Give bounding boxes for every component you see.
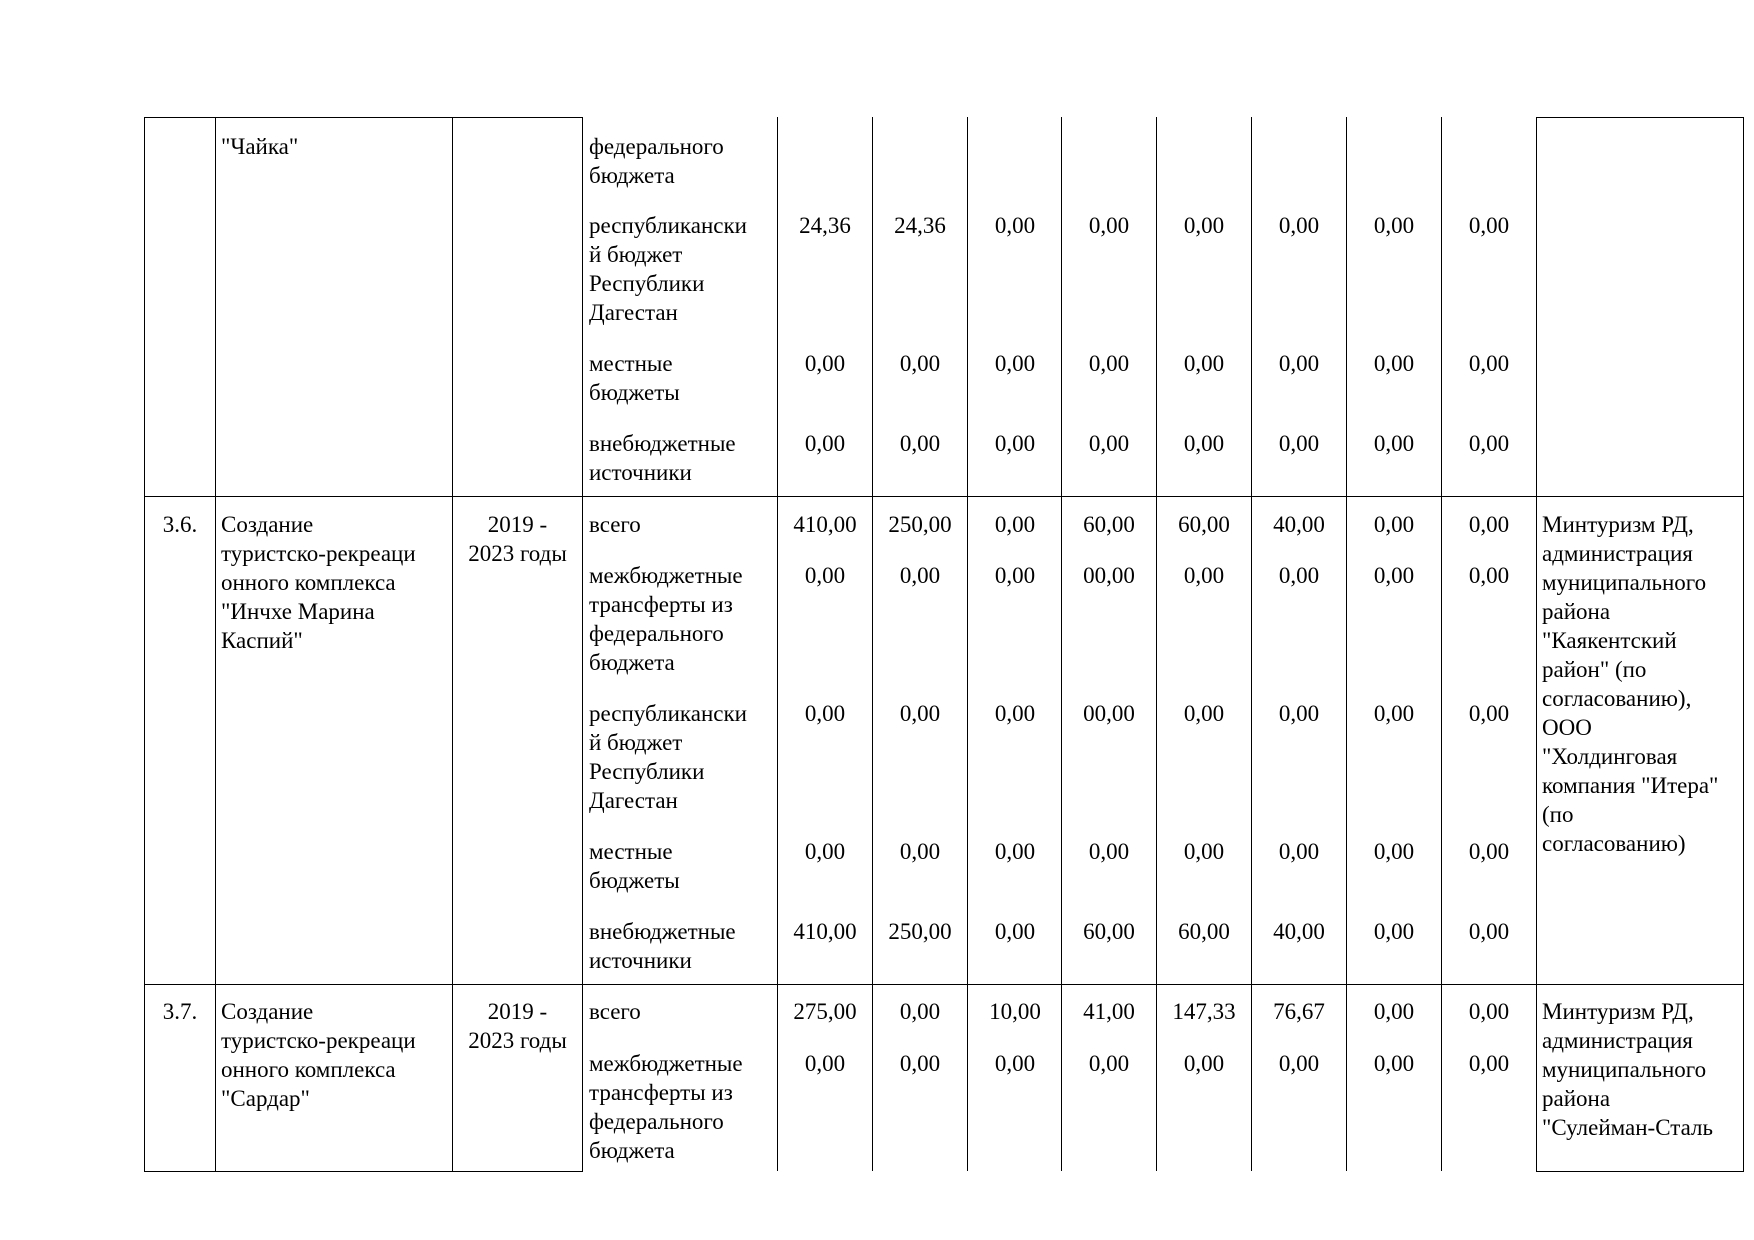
value-cell: 0,00 [1088,351,1130,376]
value-cell: 0,00 [1468,839,1510,864]
value-cell: 0,00 [1468,213,1510,238]
value-cell: 60,00 [1178,919,1230,944]
col-divider-v3 [967,117,968,1171]
row-border-3-6 [144,496,1744,497]
value-cell: 0,00 [804,701,846,726]
value-cell: 0,00 [804,839,846,864]
value-cell: 0,00 [1278,563,1320,588]
value-cell: 0,00 [1278,701,1320,726]
table-border-right [1743,117,1744,1171]
value-cell: 0,00 [994,919,1036,944]
value-cell: 00,00 [1083,563,1135,588]
row-border-bottom-right [1536,1171,1744,1172]
row-index: 3.6. [162,512,198,537]
value-cell: 60,00 [1083,919,1135,944]
funding-source-label: всего [589,999,641,1024]
value-cell: 60,00 [1178,512,1230,537]
funding-source-label: внебюджетные источники [589,919,736,973]
row-border-bottom-left [144,1171,583,1172]
value-cell: 0,00 [899,701,941,726]
value-cell: 10,00 [989,999,1041,1024]
funding-source-label: всего [589,512,641,537]
value-cell: 0,00 [994,213,1036,238]
col-divider-v8 [1441,117,1442,1171]
value-cell: 0,00 [1183,351,1225,376]
row-border-3-7 [144,984,1744,985]
value-cell: 0,00 [1468,431,1510,456]
col-divider-source [582,117,583,1171]
value-cell: 0,00 [804,1051,846,1076]
value-cell: 40,00 [1273,919,1325,944]
col-divider-name [215,117,216,1171]
value-cell: 0,00 [994,1051,1036,1076]
funding-source-label: федерального бюджета [589,134,724,188]
value-cell: 0,00 [804,351,846,376]
funding-source-label: внебюджетные источники [589,431,736,485]
value-cell: 0,00 [994,512,1036,537]
value-cell: 0,00 [1183,839,1225,864]
value-cell: 40,00 [1273,512,1325,537]
value-cell: 0,00 [804,431,846,456]
value-cell: 0,00 [899,999,941,1024]
funding-source-label: межбюджетные трансферты из федерального бюджета [589,1051,743,1163]
row-border-top-right [1536,117,1744,118]
value-cell: 0,00 [994,563,1036,588]
value-cell: 0,00 [1278,431,1320,456]
value-cell: 0,00 [994,351,1036,376]
value-cell: 60,00 [1083,512,1135,537]
value-cell: 76,67 [1273,999,1325,1024]
value-cell: 00,00 [1083,701,1135,726]
value-cell: 0,00 [1373,999,1415,1024]
value-cell: 0,00 [804,563,846,588]
col-divider-v1 [777,117,778,1171]
value-cell: 0,00 [994,839,1036,864]
value-cell: 0,00 [994,431,1036,456]
value-cell: 0,00 [1373,213,1415,238]
project-name: "Чайка" [221,134,299,159]
value-cell: 410,00 [793,919,857,944]
value-cell: 0,00 [1373,512,1415,537]
col-divider-period [452,117,453,1171]
value-cell: 0,00 [1468,701,1510,726]
table-border-left [144,117,145,1171]
value-cell: 0,00 [994,701,1036,726]
col-divider-v7 [1346,117,1347,1171]
executor: Минтуризм РД, администрация муниципального района "Каякентский район" (по согласованию), ООО "Холдинговая компания "Итера" (по согласованию) [1542,512,1719,856]
value-cell: 0,00 [1468,512,1510,537]
value-cell: 0,00 [899,563,941,588]
value-cell: 0,00 [1183,701,1225,726]
col-divider-v4 [1061,117,1062,1171]
value-cell: 0,00 [1088,431,1130,456]
value-cell: 0,00 [1373,1051,1415,1076]
value-cell: 0,00 [1183,563,1225,588]
value-cell: 0,00 [899,839,941,864]
value-cell: 0,00 [1088,1051,1130,1076]
value-cell: 0,00 [1183,213,1225,238]
value-cell: 0,00 [1088,839,1130,864]
value-cell: 0,00 [1468,351,1510,376]
funding-source-label: республикански й бюджет Республики Дагестан [589,213,747,325]
col-divider-v2 [872,117,873,1171]
value-cell: 0,00 [1183,431,1225,456]
value-cell: 41,00 [1083,999,1135,1024]
implementation-period: 2019 - 2023 годы [468,512,567,566]
value-cell: 0,00 [1183,1051,1225,1076]
value-cell: 0,00 [1088,213,1130,238]
col-divider-executor [1536,117,1537,1171]
col-divider-v6 [1251,117,1252,1171]
value-cell: 250,00 [888,919,952,944]
value-cell: 0,00 [1373,563,1415,588]
value-cell: 0,00 [899,431,941,456]
value-cell: 0,00 [899,1051,941,1076]
value-cell: 0,00 [1373,701,1415,726]
value-cell: 0,00 [1278,351,1320,376]
project-name: Создание туристско-рекреаци онного комплекса "Инчхе Марина Каспий" [221,512,416,653]
funding-source-label: местные бюджеты [589,351,680,405]
value-cell: 147,33 [1172,999,1236,1024]
project-name: Создание туристско-рекреаци онного комплекса "Сардар" [221,999,416,1111]
value-cell: 24,36 [894,213,946,238]
funding-source-label: межбюджетные трансферты из федерального бюджета [589,563,743,675]
value-cell: 0,00 [1468,563,1510,588]
funding-source-label: республикански й бюджет Республики Дагестан [589,701,747,813]
value-cell: 0,00 [1373,351,1415,376]
value-cell: 0,00 [1278,839,1320,864]
col-divider-v5 [1156,117,1157,1171]
value-cell: 0,00 [1278,1051,1320,1076]
row-index: 3.7. [162,999,198,1024]
value-cell: 0,00 [1373,839,1415,864]
executor: Минтуризм РД, администрация муниципального района "Сулейман-Сталь [1542,999,1713,1140]
value-cell: 0,00 [1373,431,1415,456]
value-cell: 0,00 [899,351,941,376]
value-cell: 410,00 [793,512,857,537]
implementation-period: 2019 - 2023 годы [468,999,567,1053]
value-cell: 0,00 [1373,919,1415,944]
value-cell: 0,00 [1468,999,1510,1024]
value-cell: 24,36 [799,213,851,238]
value-cell: 0,00 [1468,1051,1510,1076]
row-border-top-left [144,117,583,118]
value-cell: 250,00 [888,512,952,537]
value-cell: 0,00 [1468,919,1510,944]
value-cell: 0,00 [1278,213,1320,238]
value-cell: 275,00 [793,999,857,1024]
funding-source-label: местные бюджеты [589,839,680,893]
